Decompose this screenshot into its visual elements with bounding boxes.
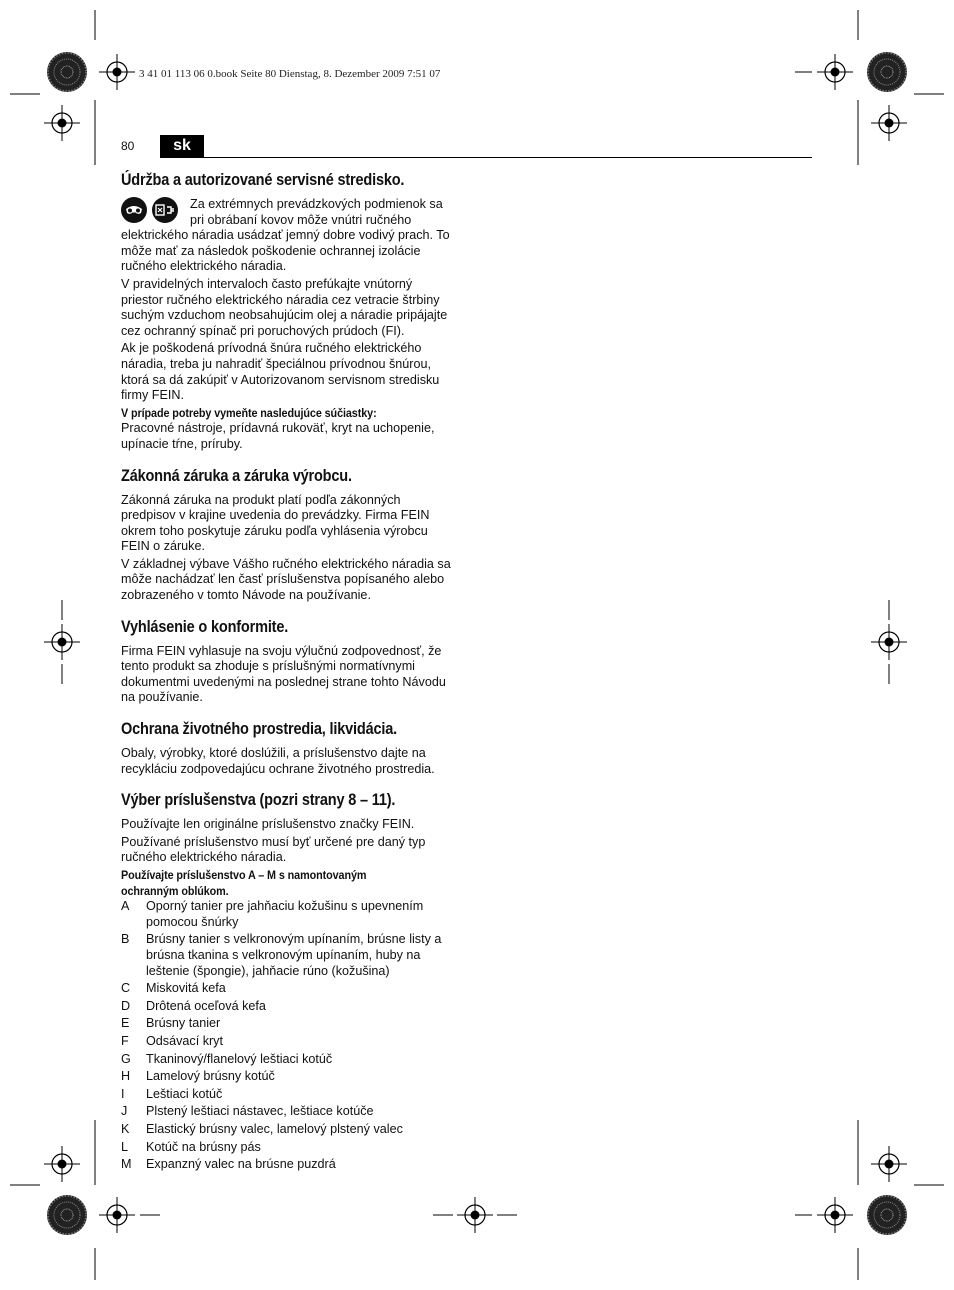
paragraph: Zákonná záruka na produkt platí podľa zákonných predpisov v krajine uvedenia do prevádzky. Firma FEIN okrem toho poskytuje záruku podľa vyhlásenia výrobcu FEIN o záruke. [121,492,430,554]
list-item: L Kotúč na brúsny pás [121,1139,261,1154]
list-item: G Tkaninový/flanelový leštiaci kotúč [121,1051,333,1066]
unplug-icon [152,197,178,223]
paragraph: Používajte len originálne príslušenstvo značky FEIN. [121,817,415,832]
list-item: H Lamelový brúsny kotúč [121,1069,275,1084]
section-warranty [121,466,456,604]
section-conformity [121,617,456,706]
section-title: Výber príslušenstva (pozri strany 8 – 11). [121,791,396,810]
paragraph: Pracovné nástroje, prídavná rukoväť, kryt na uchopenie, upínacie tŕne, príruby. [121,421,435,451]
print-slug: 3 41 01 113 06 0.book Seite 80 Dienstag, 8. Dezember 2009 7:51 07 [139,68,441,80]
list-item: C Miskovitá kefa [121,981,226,996]
list-item: J Plstený leštiaci nástavec, leštiace kotúče [121,1104,374,1119]
warning-icons [121,197,186,225]
header-rule [160,157,812,158]
list-item: A Oporný tanier pre jahňaciu kožušinu s upevnením pomocou šnúrky [121,899,424,929]
paragraph: V základnej výbave Vášho ručného elektrického náradia sa môže nachádzať len časť príslušenstva popísaného alebo zobrazeného v tomto Návode na používanie. [121,556,451,603]
section-title: Údržba a autorizované servisné stredisko. [121,171,405,189]
language-tab: sk [160,135,204,157]
section-environment [121,719,456,777]
paragraph: Používané príslušenstvo musí byť určené pre daný typ ručného elektrického náradia. [121,834,426,865]
paragraph: V pravidelných intervaloch často prefúkajte vnútorný priestor ručného elektrického náradia cez vetracie štrbiny suchým vzduchom neobsahujúcim olej a náradie pripájajte cez ochranný spínač pri poruchových prúdoch (FI). [121,276,448,338]
section-maintenance [121,170,456,453]
list-item: I Leštiaci kotúč [121,1086,223,1101]
paragraph: Firma FEIN vyhlasuje na svoju výlučnú zodpovednosť, že tento produkt sa zhoduje s príslušnými normatívnymi dokumentmi uvedenými na poslednej strane tohto Návodu na používanie. [121,643,446,705]
bold-note: V prípade potreby vymeňte nasledujúce súčiastky: [121,405,377,420]
list-item: F Odsávací kryt [121,1033,223,1048]
bold-note: Používajte príslušenstvo A – M s namontovaným ochranným oblúkom. [121,868,367,898]
paragraph: Za extrémnych prevádzkových podmienok sa pri obrábaní kovov môže vnútri ručného elektrického náradia usádzať jemný dobre vodivý prach. To môže mať za následok poškodenie ochrannej izolácie ručného elektrického náradia. [121,197,450,274]
text-column [121,170,456,1175]
goggles-icon [121,197,147,223]
section-title: Zákonná záruka a záruka výrobcu. [121,466,352,485]
list-item: M Expanzný valec na brúsne puzdrá [121,1157,336,1172]
list-item: D Drôtená oceľová kefa [121,998,266,1013]
section-title: Ochrana životného prostredia, likvidácia. [121,720,398,739]
accessory-list [121,899,456,1173]
page-number: 80 [121,139,135,153]
section-title: Vyhlásenie o konformite. [121,617,289,636]
list-item: B Brúsny tanier s velkronovým upínaním, brúsne listy a brúsna tkanina s velkronovým upínaním, huby na leštenie (špongie), jahňacie rúno (kožušina) [121,932,442,978]
list-item: E Brúsny tanier [121,1016,221,1031]
list-item: K Elastický brúsny valec, lamelový plstený valec [121,1121,403,1136]
paragraph: Obaly, výrobky, ktoré doslúžili, a príslušenstvo dajte na recykláciu zodpovedajúcu ochrane životného prostredia. [121,746,435,776]
section-accessories [121,790,456,1172]
paragraph: Ak je poškodená prívodná šnúra ručného elektrického náradia, treba ju nahradiť špeciálnou prívodnou šnúrou, ktorá sa dá zakúpiť v Autorizovanom servisnom stredisku firmy FEIN. [121,341,440,403]
